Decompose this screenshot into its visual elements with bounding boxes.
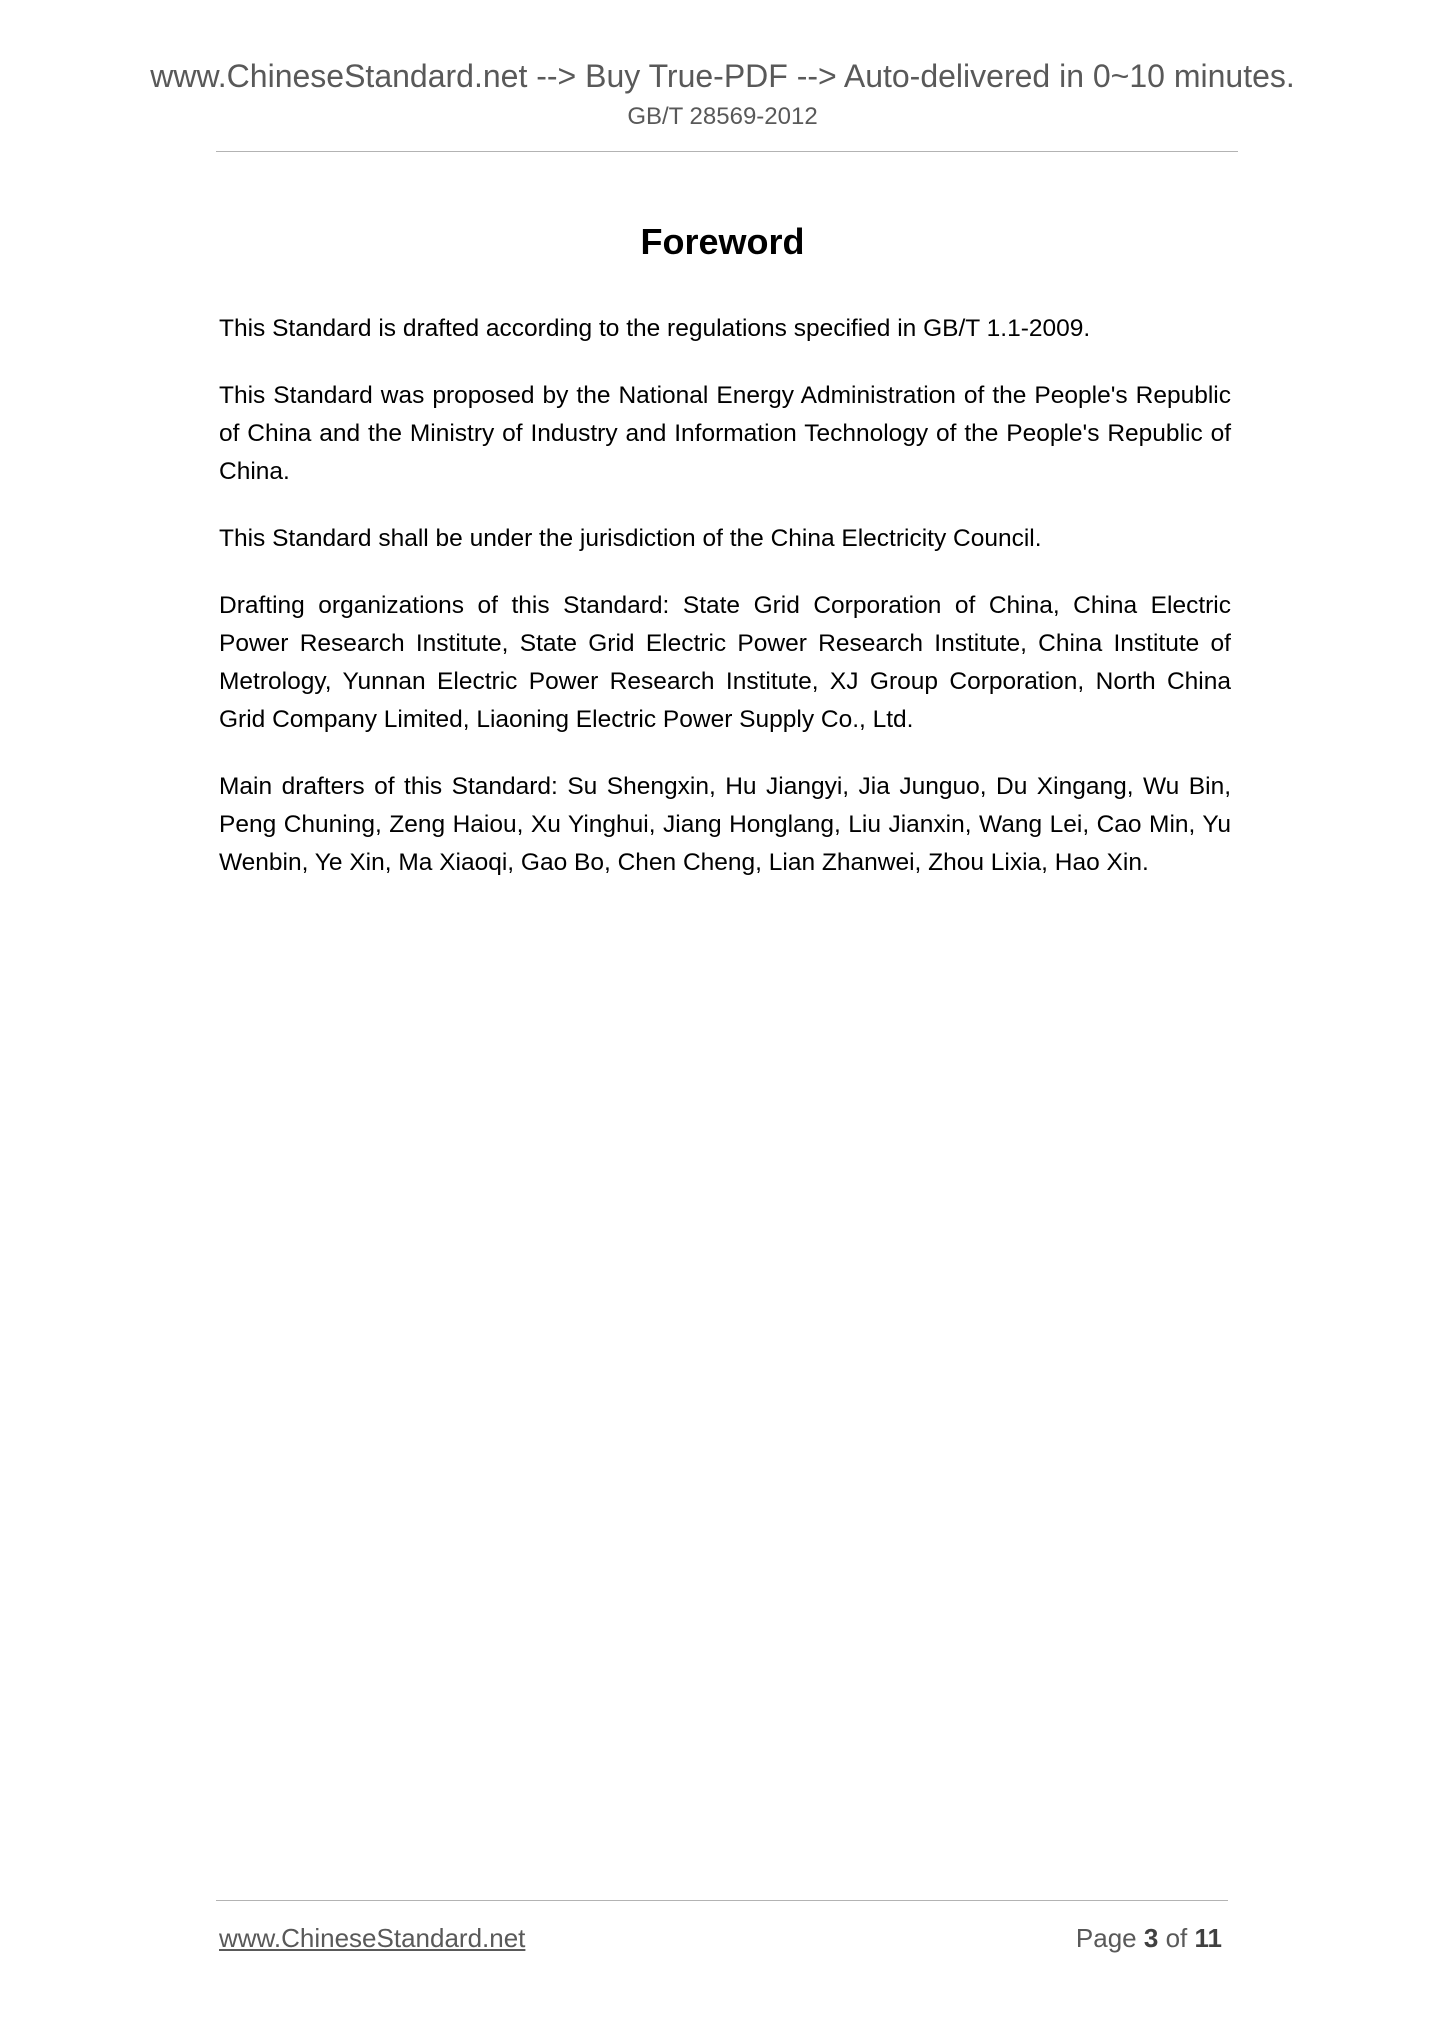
page-total: 11 [1194, 1923, 1222, 1953]
page-current: 3 [1143, 1923, 1159, 1953]
page-number [1076, 1922, 1222, 1954]
paragraph-drafting-rules: This Standard is drafted according to the regulations specified in GB/T 1.1-2009. [219, 315, 1091, 342]
standard-code: GB/T 28569-2012 [627, 103, 818, 130]
page-of-label: of [1165, 1923, 1188, 1953]
footer-divider [216, 1900, 1228, 1901]
paragraph-jurisdiction: This Standard shall be under the jurisdiction of the China Electricity Council. [219, 525, 1042, 552]
paragraph-proposed-by: This Standard was proposed by the National Energy Administration of the People's Republic of China and the Ministry of Industry and Information Technology of the People's Republic of China. [219, 382, 1231, 485]
paragraph-drafting-organizations: Drafting organizations of this Standard: State Grid Corporation of China, China Electric Power Research Institute, State Grid Electric Power Research Institute, China Institute of Metrology, Yunnan Electric Power Research Institute, XJ Group Corporation, North China Grid Company Limited, Liaoning Electric Power Supply Co., Ltd. [219, 592, 1231, 733]
header-banner: www.ChineseStandard.net --> Buy True-PDF --> Auto-delivered in 0~10 minutes. [150, 58, 1295, 94]
page-label: Page [1075, 1923, 1137, 1953]
page-title: Foreword [640, 221, 805, 262]
foreword-body [219, 310, 1231, 911]
footer-website-link[interactable]: www.ChineseStandard.net [219, 1923, 526, 1953]
paragraph-main-drafters: Main drafters of this Standard: Su Shengxin, Hu Jiangyi, Jia Junguo, Du Xingang, Wu Bin, Peng Chuning, Zeng Haiou, Xu Yinghui, Jiang Honglang, Liu Jianxin, Wang Lei, Cao Min, Yu Wenbin, Ye Xin, Ma Xiaoqi, Gao Bo, Chen Cheng, Lian Zhanwei, Zhou Lixia, Hao Xin. [219, 773, 1231, 876]
header-divider [216, 151, 1238, 152]
